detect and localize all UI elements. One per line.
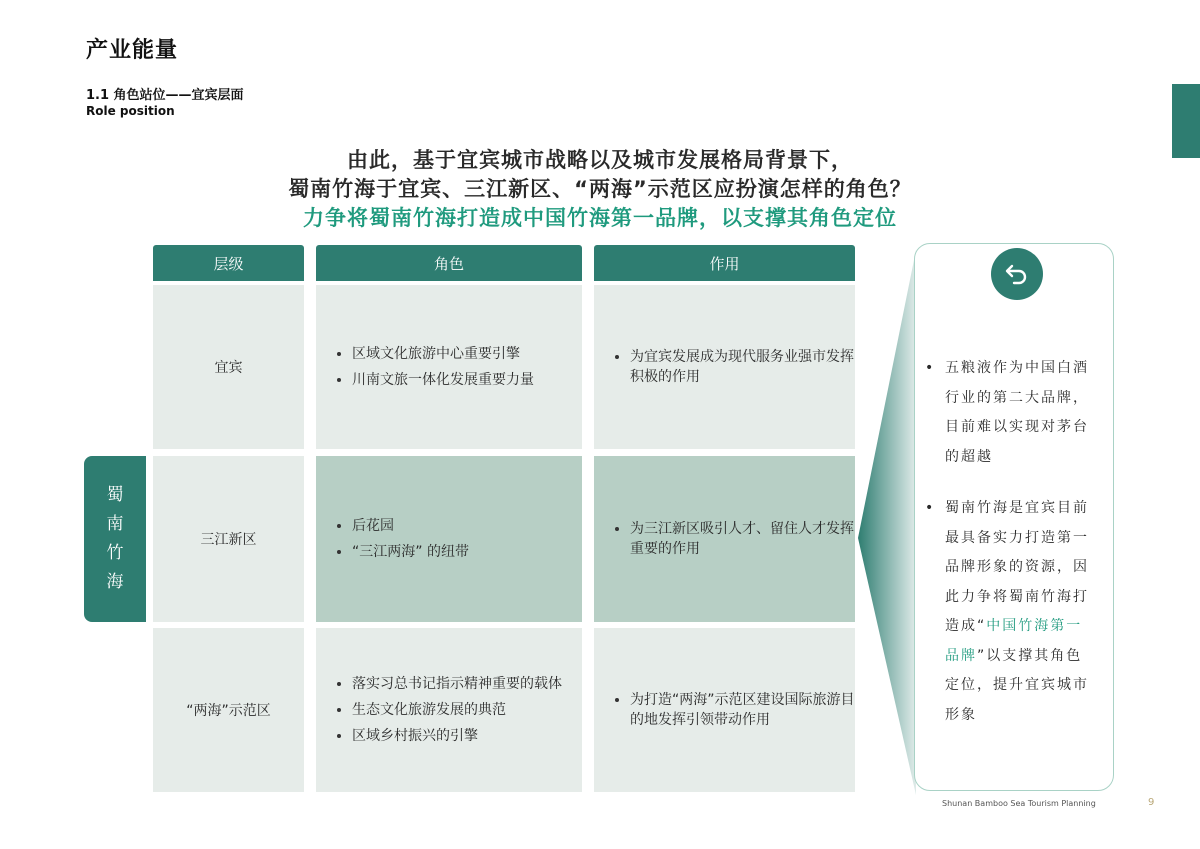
- corner-tab: [1172, 84, 1200, 158]
- table-cell-roles: [316, 285, 582, 449]
- summary-point-2: [925, 494, 1095, 730]
- headline-line-3: 力争将蜀南竹海打造成中国竹海第一品牌，以支撑其角色定位: [303, 206, 897, 230]
- list-item: • 生态文化旅游发展的典范: [352, 700, 582, 720]
- list-item: • 川南文旅一体化发展重要力量: [352, 370, 582, 390]
- table-header-level: 层级: [153, 245, 304, 281]
- table-cell-roles: [316, 456, 582, 622]
- table-cell-effect: [594, 628, 855, 792]
- summary-point-2-highlight: 中国竹海第一品牌: [945, 618, 1083, 664]
- effect-list: [612, 684, 855, 736]
- connector-wedge: [858, 250, 920, 795]
- list-item: • “三江两海” 的纽带: [352, 542, 582, 562]
- summary-point-2-text: [925, 494, 1095, 730]
- level-label: “两海”示范区: [186, 703, 271, 719]
- roles-list: [334, 510, 582, 568]
- table-cell-level: [153, 628, 304, 792]
- section-subtitle: Role position: [86, 104, 175, 118]
- table-cell-effect: [594, 285, 855, 449]
- summary-point-2-pre: 蜀南竹海是宜宾目前最具备实力打造第一品牌形象的资源，因此力争将蜀南竹海打造成“: [945, 500, 1089, 634]
- level-label: 三江新区: [200, 532, 257, 548]
- bullet-dot: •: [925, 360, 934, 376]
- summary-point-1-text: 五粮液作为中国白酒行业的第二大品牌，目前难以实现对茅台的超越: [945, 360, 1089, 465]
- list-item: • 落实习总书记指示精神重要的载体: [352, 674, 582, 694]
- table-header-role: 角色: [316, 245, 582, 281]
- table-header-effect: 作用: [594, 245, 855, 281]
- list-item: • 为宜宾发展成为现代服务业强市发挥积极的作用: [630, 347, 855, 387]
- bullet-dot: •: [925, 500, 934, 516]
- side-label: [84, 456, 146, 622]
- side-label-text: 蜀 南 竹 海: [106, 485, 124, 592]
- footer-text: Shunan Bamboo Sea Tourism Planning: [942, 799, 1096, 808]
- summary-point-2-post: ”以支撑其角色定位，提升宜宾城市形象: [945, 647, 1089, 723]
- effect-list: [612, 513, 855, 565]
- page-title: 产业能量: [86, 38, 179, 63]
- roles-list: [334, 338, 582, 396]
- headline-line-1: 由此，基于宜宾城市战略以及城市发展格局背景下，: [347, 148, 853, 172]
- roles-list: [334, 668, 582, 752]
- return-arrow-glyph: [1002, 259, 1032, 289]
- table-cell-level: [153, 285, 304, 449]
- return-arrow-icon: [991, 248, 1043, 300]
- effect-list: [612, 341, 855, 393]
- level-label: 宜宾: [214, 360, 243, 376]
- list-item: • 为三江新区吸引人才、留住人才发挥重要的作用: [630, 519, 855, 559]
- list-item: • 区域文化旅游中心重要引擎: [352, 344, 582, 364]
- section-title: 1.1 角色站位——宜宾层面: [86, 88, 244, 103]
- page-number: 9: [1148, 797, 1155, 808]
- table-cell-level: [153, 456, 304, 622]
- headline-line-2: 蜀南竹海于宜宾、三江新区、“两海”示范区应扮演怎样的角色？: [288, 177, 912, 201]
- list-item: • 后花园: [352, 516, 582, 536]
- list-item: • 为打造“两海”示范区建设国际旅游目的地发挥引领带动作用: [630, 690, 855, 730]
- list-item: • 区域乡村振兴的引擎: [352, 726, 582, 746]
- table-cell-effect: [594, 456, 855, 622]
- summary-point-1: [925, 354, 1095, 472]
- table-cell-roles: [316, 628, 582, 792]
